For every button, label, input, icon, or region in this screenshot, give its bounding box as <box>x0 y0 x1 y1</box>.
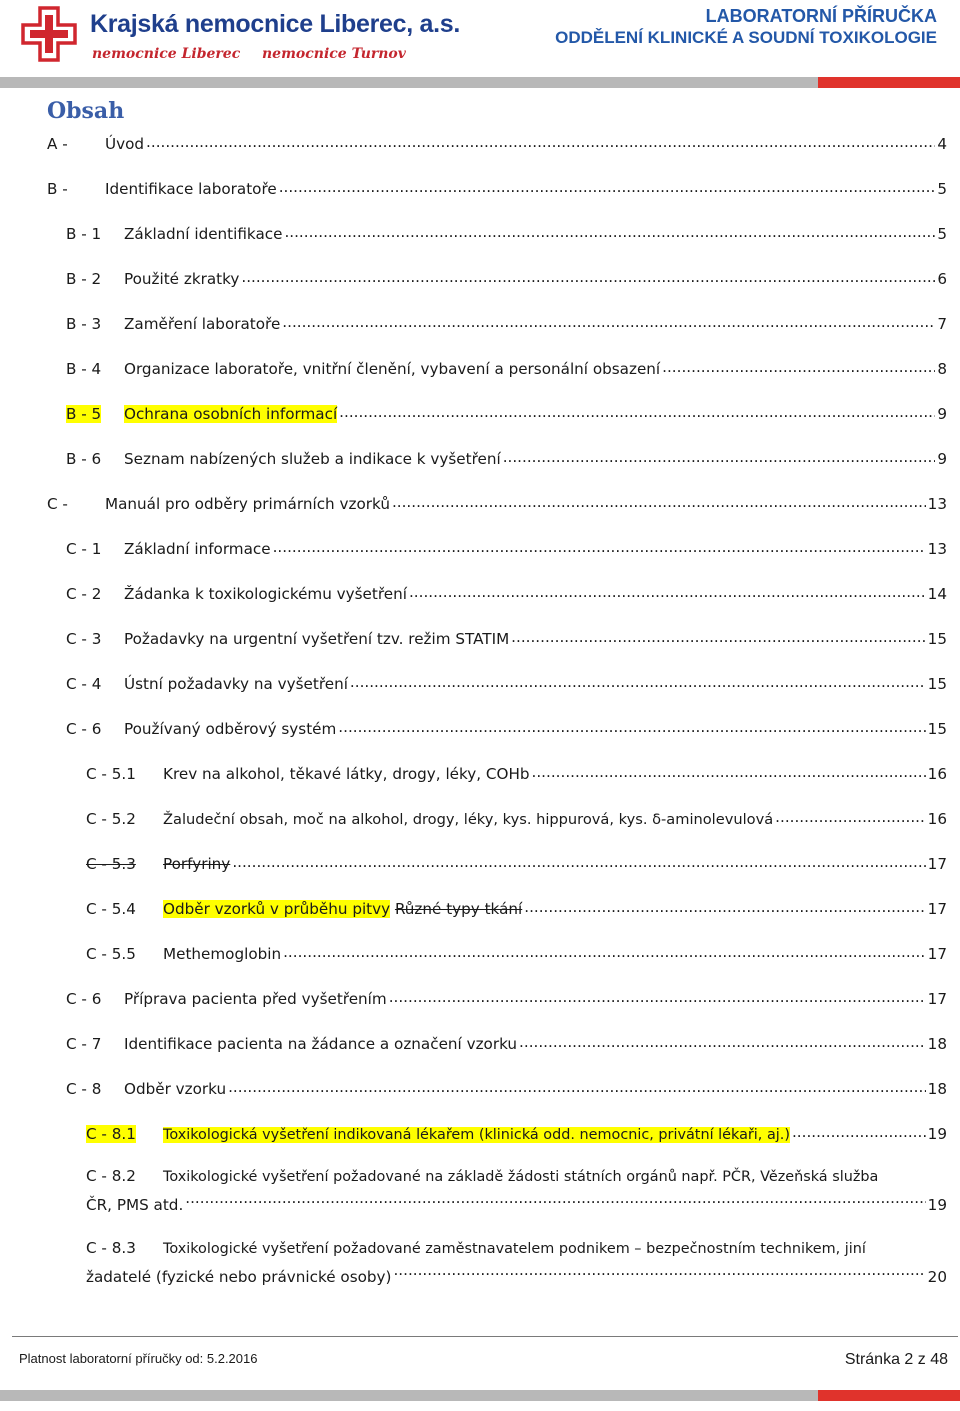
subsidiary-turnov: nemocnice Turnov <box>262 46 406 62</box>
toc-entry-number: C - 1 <box>66 540 102 559</box>
toc-entry-number: C - 6 <box>66 990 102 1009</box>
page-header <box>0 0 960 90</box>
toc-entry-page: 6 <box>937 270 947 289</box>
toc-leader <box>273 539 926 554</box>
toc-entry[interactable] <box>66 629 947 648</box>
toc-entry[interactable] <box>66 674 947 693</box>
toc-entry-page: 15 <box>927 630 947 649</box>
toc-entry-number: C - 8.3 <box>86 1239 136 1257</box>
toc-leader <box>511 629 926 644</box>
toc-entry-label: Používaný odběrový systém <box>124 720 337 739</box>
toc-entry-number: C - 8.1 <box>86 1125 136 1144</box>
department-name: ODDĚLENÍ KLINICKÉ A SOUDNÍ TOXIKOLOGIE <box>555 28 937 47</box>
toc-entry-page: 17 <box>927 900 947 919</box>
toc-entry-page: 5 <box>937 180 947 199</box>
toc-entry-page: 9 <box>937 405 947 424</box>
toc-entry-page: 9 <box>937 450 947 469</box>
toc-entry-label: Žaludeční obsah, moč na alkohol, drogy, léky, kys. hippurová, kys. δ-aminolevulová <box>163 811 774 829</box>
toc-entry[interactable] <box>66 989 947 1008</box>
toc-entry-page: 18 <box>927 1035 947 1054</box>
toc-leader <box>519 1034 926 1049</box>
toc-entry-label: Základní identifikace <box>124 225 283 244</box>
toc-entry-label: Úvod <box>105 135 145 154</box>
toc-entry-label: Žádanka k toxikologickému vyšetření <box>124 585 407 604</box>
toc-entry-page: 15 <box>927 675 947 694</box>
toc-entry-page: 16 <box>927 765 947 784</box>
toc-entry-number: C - 5.2 <box>86 810 136 829</box>
toc-entry-page: 15 <box>927 720 947 739</box>
toc-entry[interactable] <box>66 449 947 468</box>
toc-leader <box>350 674 926 689</box>
toc-entry-label: Odběr vzorků v průběhu pitvy <box>163 900 391 919</box>
toc-leader <box>524 899 925 914</box>
toc-entry-number: C - <box>47 495 68 514</box>
toc-entry-page: 13 <box>927 495 947 514</box>
toc-entry-label-continued: žadatelé (fyzické nebo právnické osoby) <box>86 1268 392 1286</box>
toc-entry[interactable] <box>86 1162 947 1219</box>
toc-entry-page: 18 <box>927 1080 947 1099</box>
toc-entry-label: Identifikace pacienta na žádance a označení vzorku <box>124 1035 518 1054</box>
toc-entry[interactable] <box>86 944 947 963</box>
toc-entry[interactable] <box>66 404 947 423</box>
toc-heading: Obsah <box>47 98 125 124</box>
toc-leader <box>792 1124 926 1139</box>
manual-title: LABORATORNÍ PŘÍRUČKA <box>705 6 937 26</box>
toc-leader <box>393 1267 925 1282</box>
toc-entry[interactable] <box>66 719 947 738</box>
toc-entry-label: Základní informace <box>124 540 271 559</box>
toc-entry-label: Seznam nabízených služeb a indikace k vyšetření <box>124 450 501 469</box>
toc-entry-number: C - 5.1 <box>86 765 136 784</box>
toc-entry[interactable] <box>47 179 947 198</box>
toc-entry-label: Krev na alkohol, těkavé látky, drogy, léky, COHb <box>163 765 530 784</box>
toc-entry-page: 13 <box>927 540 947 559</box>
toc-entry-page: 8 <box>937 360 947 379</box>
toc-leader <box>775 809 926 824</box>
toc-entry[interactable] <box>86 1234 947 1291</box>
toc-leader <box>409 584 926 599</box>
toc-entry-page: 17 <box>927 855 947 874</box>
hospital-cross-logo-icon <box>21 6 77 62</box>
toc-entry-label: Toxikologická vyšetření indikovaná lékařem (klinická odd. nemocnic, privátní lékaři, aj.) <box>163 1127 790 1144</box>
toc-entry[interactable] <box>47 494 947 513</box>
toc-entry-label: Požadavky na urgentní vyšetření tzv. režim STATIM <box>124 630 510 649</box>
toc-entry-number: C - 4 <box>66 675 102 694</box>
footer-page-number: Stránka 2 z 48 <box>844 1351 948 1368</box>
toc-entry-label: Ochrana osobních informací <box>124 405 338 424</box>
toc-entry[interactable] <box>66 539 947 558</box>
toc-entry-label: Porfyriny <box>163 855 231 874</box>
subsidiary-liberec: nemocnice Liberec <box>92 46 241 62</box>
toc-entry-label: Zaměření laboratoře <box>124 315 281 334</box>
toc-entry[interactable] <box>86 764 947 783</box>
toc-leader <box>232 854 925 869</box>
footer-validity: Platnost laboratorní příručky od: 5.2.2016 <box>19 1351 258 1366</box>
toc-entry-label: Ústní požadavky na vyšetření <box>124 675 348 694</box>
toc-entry-number: C - 5.4 <box>86 900 136 919</box>
toc-leader <box>283 944 926 959</box>
toc-leader <box>284 224 935 239</box>
toc-entry-label: Manuál pro odběry primárních vzorků <box>105 495 390 514</box>
toc-entry-label: Odběr vzorku <box>124 1080 227 1099</box>
toc-entry-page: 14 <box>927 585 947 604</box>
toc-entry[interactable] <box>47 134 947 153</box>
toc-entry-number: B - <box>47 180 68 199</box>
toc-entry-label: Toxikologické vyšetření požadované na základě žádosti státních orgánů např. PČR, Vězeňská služba <box>163 1169 879 1185</box>
toc-leader <box>392 494 926 509</box>
toc-leader <box>228 1079 926 1094</box>
toc-entry-page: 4 <box>937 135 947 154</box>
toc-leader <box>662 359 935 374</box>
toc-entry-number: B - 3 <box>66 315 102 334</box>
toc-entry[interactable] <box>86 899 947 918</box>
toc-leader <box>532 764 926 779</box>
toc-entry[interactable] <box>66 359 947 378</box>
toc-entry[interactable] <box>66 224 947 243</box>
toc-leader <box>503 449 936 464</box>
toc-entry-number: B - 2 <box>66 270 102 289</box>
toc-leader <box>146 134 935 149</box>
toc-leader <box>339 404 935 419</box>
toc-entry-page: 20 <box>927 1268 947 1286</box>
toc-entry[interactable] <box>66 1079 947 1098</box>
toc-entry-number: B - 5 <box>66 405 102 424</box>
header-band-grey <box>0 77 818 88</box>
toc-entry-number: B - 4 <box>66 360 102 379</box>
toc-entry-label: Toxikologické vyšetření požadované zaměstnavatelem podnikem – bezpečnostním technikem, jiní <box>163 1241 866 1257</box>
toc-entry-number: B - 6 <box>66 450 102 469</box>
toc-entry-number: C - 2 <box>66 585 102 604</box>
toc-entry-number: C - 8.2 <box>86 1167 136 1185</box>
toc-entry-label: Příprava pacienta před vyšetřením <box>124 990 387 1009</box>
toc-entry-page: 17 <box>927 990 947 1009</box>
toc-entry-number: C - 8 <box>66 1080 102 1099</box>
footer-divider <box>12 1336 958 1337</box>
toc-entry[interactable] <box>86 854 947 873</box>
toc-entry[interactable] <box>86 1124 947 1143</box>
toc-entry-number: B - 1 <box>66 225 102 244</box>
toc-entry-page: 19 <box>927 1196 947 1214</box>
toc-entry-label: Identifikace laboratoře <box>105 180 277 199</box>
toc-leader <box>389 989 926 1004</box>
toc-entry[interactable] <box>66 584 947 603</box>
toc-entry[interactable] <box>86 809 947 828</box>
toc-entry-label: Použité zkratky <box>124 270 240 289</box>
header-band-red <box>818 77 960 88</box>
toc-entry-number: C - 3 <box>66 630 102 649</box>
toc-entry-page: 19 <box>927 1125 947 1144</box>
toc-entry-label-continued: ČR, PMS atd. <box>86 1196 184 1214</box>
toc-entry-number: C - 5.3 <box>86 855 136 874</box>
toc-entry[interactable] <box>66 314 947 333</box>
toc-leader <box>338 719 925 734</box>
toc-entry-page: 16 <box>927 810 947 829</box>
toc-leader <box>279 179 936 194</box>
toc-leader <box>241 269 935 284</box>
toc-entry-number: C - 5.5 <box>86 945 136 964</box>
toc-entry-number: C - 6 <box>66 720 102 739</box>
toc-leader <box>185 1195 925 1210</box>
footer-band-grey <box>0 1390 818 1401</box>
toc-entry-number: C - 7 <box>66 1035 102 1054</box>
toc-entry-page: 7 <box>937 315 947 334</box>
toc-entry-label-struck: Různé typy tkání <box>394 900 523 919</box>
document-title <box>555 5 937 49</box>
organization-name: Krajská nemocnice Liberec, a.s. <box>90 10 461 38</box>
toc-entry-page: 5 <box>937 225 947 244</box>
toc-leader <box>282 314 935 329</box>
toc-entry-number: A - <box>47 135 68 154</box>
footer-band-red <box>818 1390 960 1401</box>
toc-entry-label: Methemoglobin <box>163 945 282 964</box>
toc-entry[interactable] <box>66 269 947 288</box>
toc-entry-page: 17 <box>927 945 947 964</box>
toc-entry-label: Organizace laboratoře, vnitřní členění, vybavení a personální obsazení <box>124 360 661 379</box>
toc-entry[interactable] <box>66 1034 947 1053</box>
